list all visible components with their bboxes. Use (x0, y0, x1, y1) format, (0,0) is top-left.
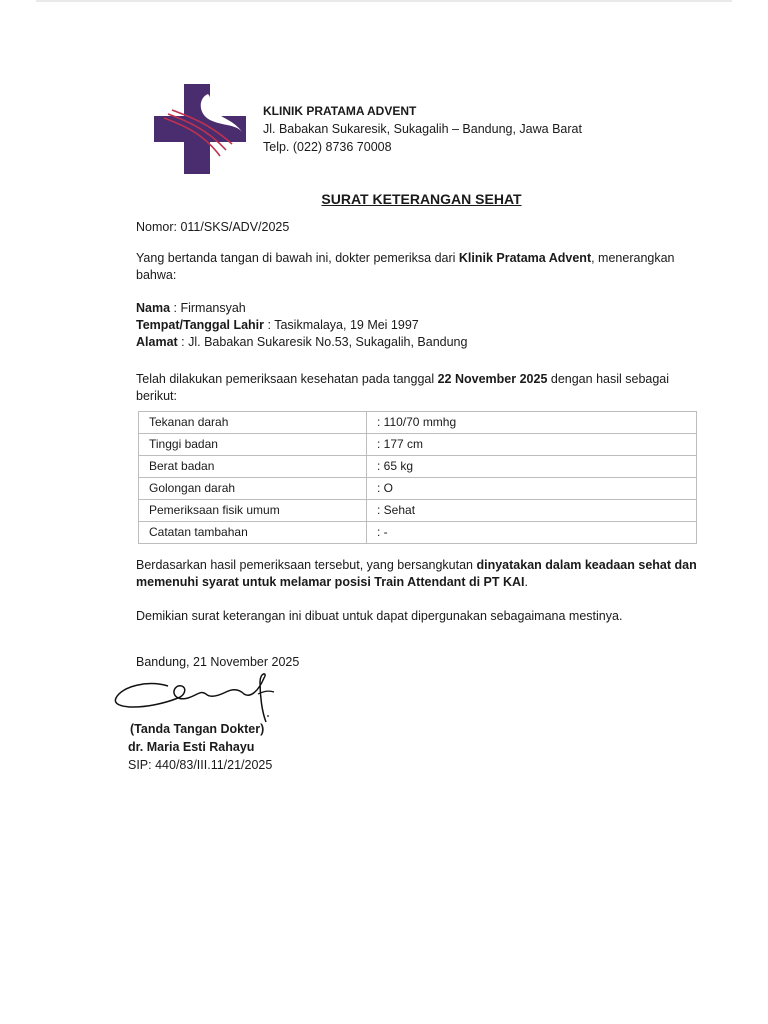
result-label: Berat badan (139, 456, 367, 478)
table-row (139, 456, 697, 478)
patient-identity (136, 300, 706, 351)
table-row (139, 412, 697, 434)
result-value: : 177 cm (367, 434, 697, 456)
exam-intro (136, 371, 706, 405)
signature-place-date: Bandung, 21 November 2025 (136, 655, 300, 669)
signature-block (130, 720, 272, 774)
conclusion-prefix: Berdasarkan hasil pemeriksaan tersebut, yang bersangkutan (136, 558, 477, 572)
clinic-header (263, 102, 582, 156)
patient-address-value: : Jl. Babakan Sukaresik No.53, Sukagalih, Bandung (177, 335, 468, 349)
patient-birth-line (136, 317, 706, 334)
patient-name-line (136, 300, 706, 317)
patient-address-line (136, 334, 706, 351)
doctor-name: dr. Maria Esti Rahayu (128, 740, 255, 754)
result-label: Golongan darah (139, 478, 367, 500)
intro-prefix: Yang bertanda tangan di bawah ini, dokter pemeriksa dari (136, 251, 459, 265)
intro-suffix: , menerangkan bahwa: (136, 251, 675, 282)
result-value: : - (367, 522, 697, 544)
table-row (139, 500, 697, 522)
page-top-edge (36, 0, 732, 2)
result-value: : Sehat (367, 500, 697, 522)
clinic-logo-icon (150, 84, 246, 174)
exam-date: 22 November 2025 (437, 372, 548, 386)
exam-intro-suffix: dengan hasil sebagai berikut: (136, 372, 670, 403)
result-label: Catatan tambahan (139, 522, 367, 544)
result-value: : O (367, 478, 697, 500)
conclusion-paragraph (136, 557, 706, 591)
conclusion-statement: dinyatakan dalam keadaan sehat dan memenuhi syarat untuk melamar posisi Train Attendant di PT KAI (136, 558, 697, 589)
exam-results-table (138, 411, 697, 544)
patient-birth-value: : Tasikmalaya, 19 Mei 1997 (264, 318, 419, 332)
intro-clinic-name: Klinik Pratama Advent (458, 251, 592, 265)
result-value: : 110/70 mmhg (367, 412, 697, 434)
patient-address-label: Alamat (136, 335, 178, 349)
document-number: Nomor: 011/SKS/ADV/2025 (136, 220, 290, 234)
signature-caption: (Tanda Tangan Dokter) (130, 722, 265, 736)
patient-name-value: : Firmansyah (170, 301, 246, 315)
result-label: Tinggi badan (139, 434, 367, 456)
exam-intro-prefix: Telah dilakukan pemeriksaan kesehatan pada tanggal (136, 372, 438, 386)
conclusion-suffix: . (524, 575, 528, 589)
clinic-address: Jl. Babakan Sukaresik, Sukagalih – Bandung, Jawa Barat (263, 122, 582, 136)
doctor-sip: SIP: 440/83/III.11/21/2025 (128, 758, 273, 772)
result-label: Pemeriksaan fisik umum (139, 500, 367, 522)
table-row (139, 478, 697, 500)
result-label: Tekanan darah (139, 412, 367, 434)
table-row (139, 434, 697, 456)
clinic-name: KLINIK PRATAMA ADVENT (263, 104, 417, 118)
intro-paragraph (136, 250, 706, 284)
closing-paragraph: Demikian surat keterangan ini dibuat untuk dapat dipergunakan sebagaimana mestinya. (136, 609, 623, 623)
table-row (139, 522, 697, 544)
patient-birth-label: Tempat/Tanggal Lahir (136, 318, 265, 332)
clinic-phone: Telp. (022) 8736 70008 (263, 140, 392, 154)
doctor-signature-icon (108, 668, 288, 728)
result-value: : 65 kg (367, 456, 697, 478)
document-title: SURAT KETERANGAN SEHAT (321, 191, 522, 207)
patient-name-label: Nama (136, 301, 171, 315)
